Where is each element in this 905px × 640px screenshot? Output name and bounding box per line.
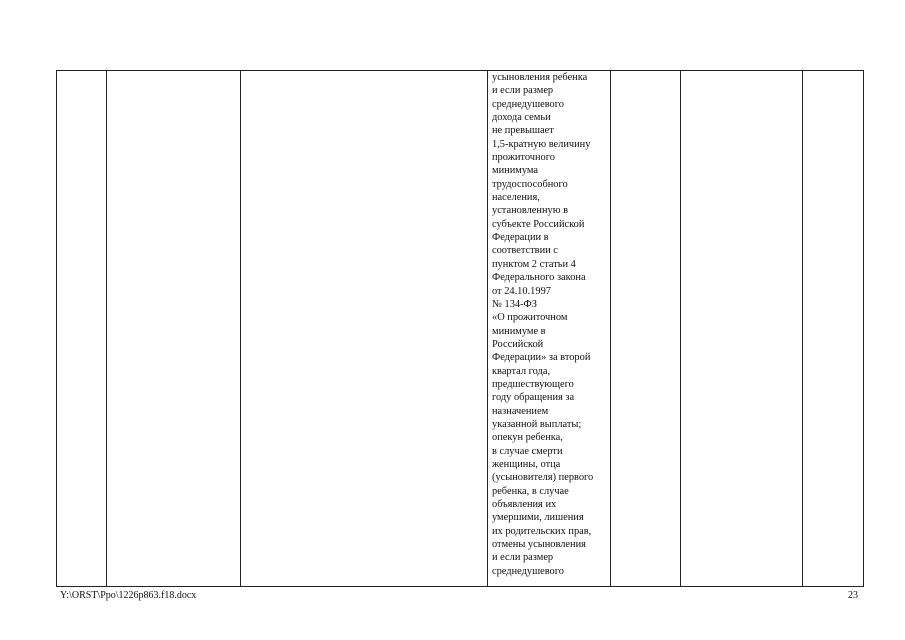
table-cell-col7 xyxy=(803,71,864,587)
table-cell-col2 xyxy=(107,71,241,587)
footer-file-path: Y:\ORST\Ppo\1226p863.f18.docx xyxy=(60,590,197,601)
table-cell-col1 xyxy=(57,71,107,587)
table-cell-col6 xyxy=(681,71,803,587)
document-table xyxy=(56,70,864,587)
table-cell-col5 xyxy=(611,71,681,587)
eligibility-text: усыновления ребенка и если размер среднедушевого дохода семьи не превышает 1,5-кратную величину прожиточного минимума трудоспособного населения, установленную в субъекте Российской Федерации в соответствии с пунктом 2 статьи 4 Федерального закона от 24.10.1997 № 134-ФЗ «О прожиточном минимуме в Российской Федерации» за второй квартал года, предшествующего году обращения за назначением указанной выплаты; опекун ребенка, в случае смерти женщины, отца (усыновителя) первого ребенка, в случае объявления их умершими, лишения их родительских прав, отмены усыновления и если размер среднедушевого xyxy=(492,72,594,577)
table-cell-col4 xyxy=(488,71,611,587)
footer-page-number: 23 xyxy=(848,590,858,601)
table-cell-col3 xyxy=(241,71,488,587)
table-row xyxy=(57,71,864,587)
